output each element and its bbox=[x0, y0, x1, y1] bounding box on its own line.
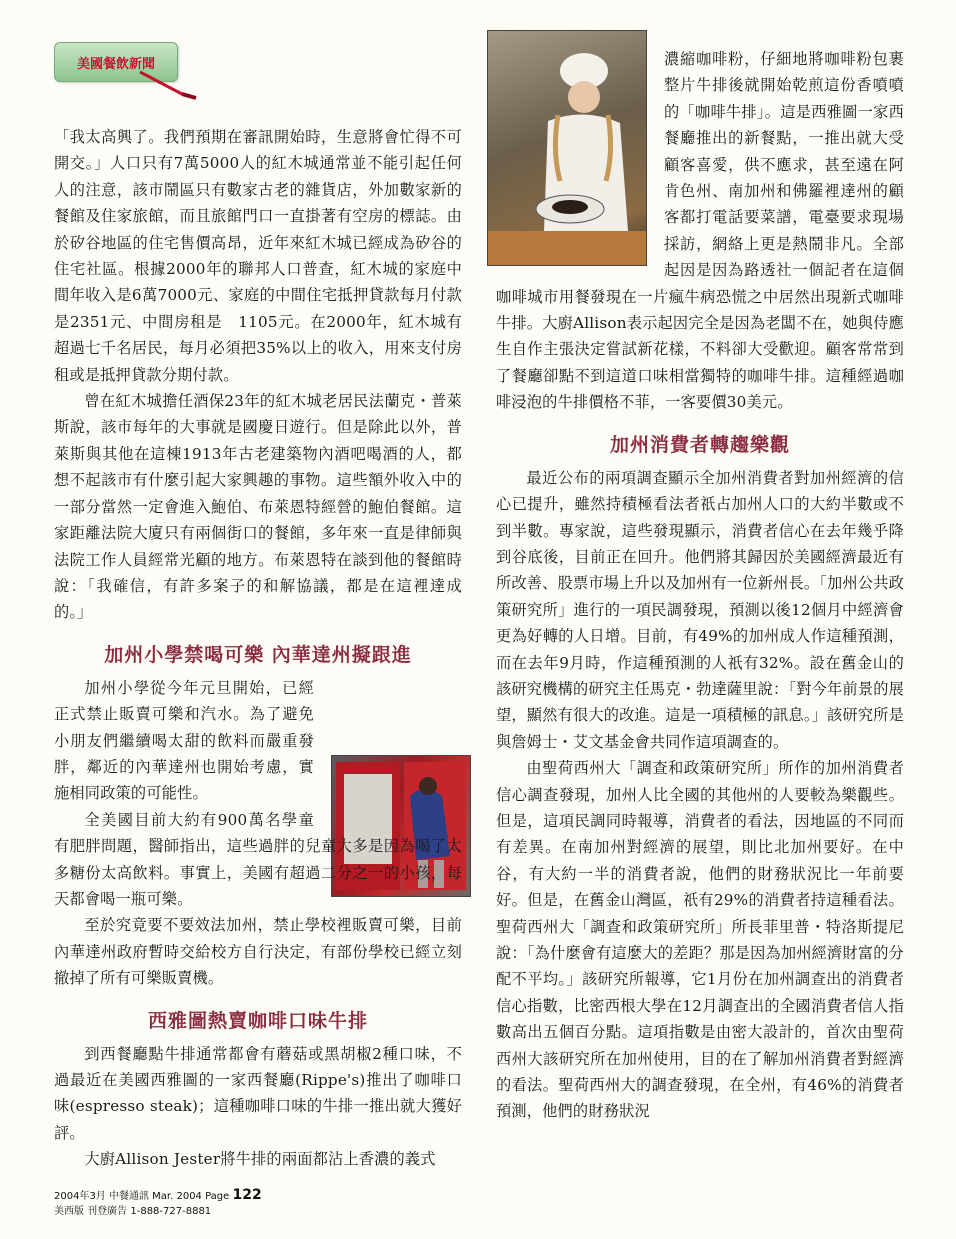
section-heading: 加州消費者轉趨樂觀 bbox=[609, 433, 790, 456]
article-paragraph: 「我太高興了。我們預期在審訊開始時，生意將會忙得不可開交。」人口只有7萬5000人的紅木城通常並不能引起任何人的注意，該市鬧區只有數家古老的雜貨店，外加數家新的餐館及住家旅館，而且旅館門口一直掛著有空房的標誌。由於矽谷地區的住宅售價高昂，近年來紅木城已經成為矽谷的住宅社區。根據2000年的聯邦人口普查，紅木城的家庭中間年收入是6萬7000元、家庭的中間住宅抵押貸款每月付款是2351元、中間房租是 1105元。在2000年，紅木城有超過七千名居民，每月必須把35%以上的收入，用來支付房租或是抵押貸款分期付款。 bbox=[54, 128, 462, 384]
photo-spacer bbox=[496, 46, 654, 274]
fork-icon bbox=[138, 70, 198, 100]
article-paragraph: 全美國目前大約有900萬名學童有肥胖問題，醫師指出，這些過胖的兒童大多是因為喝了太多糖份太高飲料。事實上，美國有超過二分之一的小孩，每天都會喝一瓶可樂。 bbox=[54, 810, 462, 908]
section-heading: 西雅圖熱賣咖啡口味牛排 bbox=[147, 1009, 368, 1032]
article-paragraph: 大廚Allison Jester將牛排的兩面都沾上香濃的義式 bbox=[84, 1150, 436, 1169]
article-paragraph: 加州小學從今年元旦開始，已經正式禁止販賣可樂和汽水。為了避免小朋友們繼續喝太甜的飲料而嚴重發胖，鄰近的內華達州也開始考慮，實施相同政策的可能性。 bbox=[54, 678, 314, 803]
footer-issue-line bbox=[54, 1188, 314, 1204]
left-column bbox=[54, 124, 462, 1173]
photo-spacer bbox=[320, 677, 462, 819]
article-paragraph: 至於究竟要不要效法加州，禁止學校裡販賣可樂，目前內華達州政府暫時交給校方自行決定，有部份學校已經立刻撤掉了所有可樂販賣機。 bbox=[54, 916, 462, 988]
footer-issue-text: 2004年3月 中餐通訊 Mar. 2004 Page bbox=[54, 1191, 233, 1202]
article-paragraph: 到西餐廳點牛排通常都會有蘑菇或黑胡椒2種口味，不過最近在美國西雅圖的一家西餐廳(Rippe's)推出了咖啡口味(espresso steak)；這種咖啡口味的牛排一推出就大獲好評。 bbox=[54, 1044, 462, 1142]
article-paragraph: 由聖荷西州大「調查和政策研究所」所作的加州消費者信心調查發現，加州人比全國的其他州的人要較為樂觀些。但是，這項民調同時報導，消費者的看法，因地區的不同而有差異。在南加州對經濟的展望，則比北加州要好。在中谷，有大約一半的消費者說，他們的財務狀況比一年前要好。但是，在舊金山灣區，祇有29%的消費者持這種看法。聖荷西州大「調查和政策研究所」所長菲里普・特洛斯提尼說：「為什麼會有這麼大的差距？那是因為加州經濟財富的分配不平均。」該研究所報導，它1月份在加州調查出的消費者信心指數，比密西根大學在12月調查出的全國消費者信人指數高出五個百分點。這項指數是由密大設計的，首次由聖荷西州大該研究所在加州使用，目的在了解加州消費者對經濟的看法。聖荷西州大的調查發現，在全州，有46%的消費者預測，他們的財務狀況 bbox=[496, 759, 904, 1121]
page-number: 122 bbox=[232, 1187, 262, 1203]
section-body bbox=[54, 675, 462, 992]
footer-ad-line: 美西版 刊登廣告 1-888-727-8881 bbox=[54, 1206, 212, 1217]
section-heading: 加州小學禁喝可樂 內華達州擬跟進 bbox=[104, 643, 412, 666]
article-paragraph: 曾在紅木城擔任酒保23年的紅木城老居民法蘭克・普萊斯說，該市每年的大事就是國慶日遊行。但是除此以外，普萊斯與其他在這棟1913年古老建築物內酒吧喝酒的人，都想不起該市有什麼引起大家興趣的事物。這些額外收入中的一部分當然一定會進入鮑伯、布萊恩特經營的鮑伯餐館。這家距離法院大廈只有兩個街口的餐館，多年來一直是律師與法院工作人員經常光顧的地方。布萊恩特在談到他的餐館時說：「我確信，有許多案子的和解協議，都是在這裡達成的。」 bbox=[54, 392, 462, 622]
right-column bbox=[496, 46, 904, 1125]
page-footer bbox=[54, 1188, 314, 1219]
logo-text: 美國餐飲新聞 bbox=[76, 56, 155, 72]
article-paragraph: 濃縮咖啡粉，仔細地將咖啡粉包裹整片牛排後就開始乾煎這份香噴噴的「咖啡牛排」。這是西雅圖一家西餐廳推出的新餐點，一推出就大受顧客喜愛，供不應求，甚至遠在阿肯色州、南加州和佛羅裡達州的顧客都打電話要菜譜，電臺要求現場採訪，網絡上更是熱鬧非凡。全部起因是因為路透社一個記者在這個咖啡城市用餐發現在一片瘋牛病恐慌之中居然出現新式咖啡牛排。大廚Allison表示起因完全是因為老闆不在，她與侍應生自作主張決定嘗試新花樣，不料卻大受歡迎。顧客常常到了餐廳卻點不到這道口味相當獨特的咖啡牛排。這種經過咖啡浸泡的牛排價格不菲，一客要價30美元。 bbox=[496, 50, 904, 412]
article-paragraph: 最近公布的兩項調查顯示全加州消費者對加州經濟的信心已提升，雖然持積極看法者祇占加州人口的大約半數或不到半數。專家說，這些發現顯示，消費者信心在去年幾乎降到谷底後，目前正在回升。他們將其歸因於美國經濟最近有所改善、股票市場上升以及加州有一位新州長。「加州公共政策研究所」進行的一項民調發現，預測以後12個月中經濟會更為好轉的人日增。目前，有49%的加州成人作這種預測，而在去年9月時，作這種預測的人祇有32%。設在舊金山的該研究機構的研究主任馬克・勃達薩里說：「對今年前景的展望，顯然有很大的改進。這是一項積極的訊息。」該研究所是與詹姆士・艾文基金會共同作這項調查的。 bbox=[496, 468, 904, 751]
